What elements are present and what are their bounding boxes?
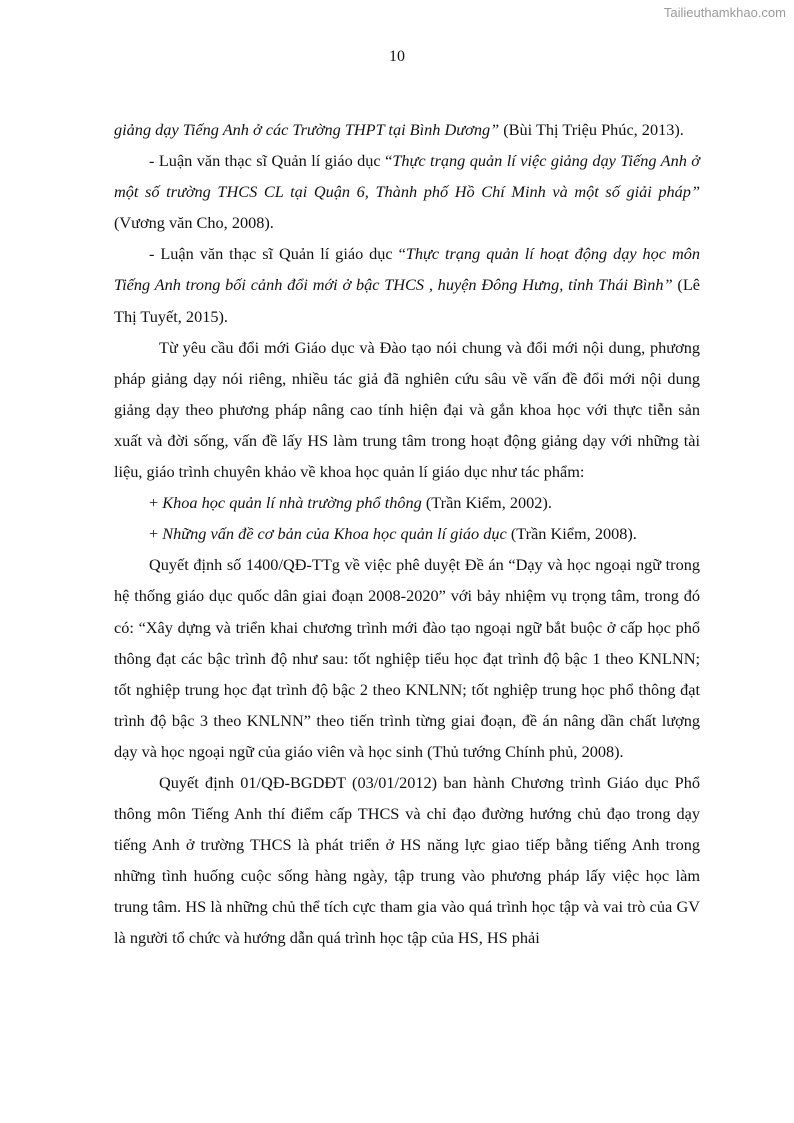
reference-prefix: - Luận văn thạc sĩ Quản lí giáo dục “ [149,244,406,264]
bullet-item [114,518,700,549]
intro-paragraph: Từ yêu cầu đổi mới Giáo dục và Đào tạo nói chung và đổi mới nội dung, phương pháp giảng dạy nói riêng, nhiều tác giả đã nghiên cứu sâu về vấn đề đổi mới nội dung giảng dạy theo phương pháp nâng cao tính hiện đại và gắn khoa học với thực tiễn sản xuất và đời sống, vấn đề lấy HS làm trung tâm trong hoạt động giảng dạy với những tài liệu, giáo trình chuyên khảo về khoa học quản lí giáo dục như tác phẩm: [114,337,700,482]
reference-citation: (Lê Thị Tuyết, 2015). [114,275,700,326]
bullet-title: Khoa học quản lí nhà trường phổ thông [162,493,422,513]
page-number: 10 [389,48,405,65]
reference-prefix: - Luận văn thạc sĩ Quản lí giáo dục “ [149,151,393,171]
bullet-citation: (Trần Kiểm, 2008). [506,524,637,544]
reference-citation: (Bùi Thị Triệu Phúc, 2013). [499,120,684,139]
reference-citation: (Vương văn Cho, 2008). [114,213,274,233]
reference-title: giảng dạy Tiếng Anh ở các Trường THPT tại Bình Dương” [114,120,500,139]
bullet-citation: (Trần Kiểm, 2002). [421,493,552,513]
watermark: Tailieuthamkhao.com [663,5,786,20]
reference-title: Thực trạng quản lí việc giảng dạy Tiếng Anh ở một số trường THCS CL tại Quận 6, Thành phố Hồ Chí Minh và một số giải pháp” [114,151,700,202]
decision-1400-paragraph: Quyết định số 1400/QĐ-TTg về việc phê duyệt Đề án “Dạy và học ngoại ngữ trong hệ thống giáo dục quốc dân giai đoạn 2008-2020” với bảy nhiệm vụ trọng tâm, trong đó có: “Xây dựng và triển khai chương trình mới đào tạo ngoại ngữ bắt buộc ở cấp học phổ thông đạt các bậc trình độ như sau: tốt nghiệp tiểu học đạt trình độ bậc 1 theo KNLNN; tốt nghiệp trung học đạt trình độ bậc 2 theo KNLNN; tốt nghiệp trung học phổ thông đạt trình độ bậc 3 theo KNLNN” theo tiến trình từng giai đoạn, đề án nâng dần chất lượng dạy và học ngoại ngữ của giáo viên và học sinh (Thủ tướng Chính phủ, 2008). [114,555,700,761]
decision-01-paragraph: Quyết định 01/QĐ-BGDĐT (03/01/2012) ban hành Chương trình Giáo dục Phổ thông môn Tiếng Anh thí điểm cấp THCS và chỉ đạo đường hướng chủ đạo trong dạy tiếng Anh ở trường THCS là phát triển ở HS năng lực giao tiếp bằng tiếng Anh trong những tình huống cuộc sống hàng ngày, tập trung vào phương pháp lấy việc học làm trung tâm. HS là những chủ thể tích cực tham gia vào quá trình học tập và vai trò của GV là người tổ chức và hướng dẫn quá trình học tập của HS, HS phải [114,772,700,948]
reference-continuation [114,114,700,145]
reference-cho [114,145,700,238]
bullet-item [114,487,700,518]
bullet-marker: + [149,524,163,544]
bullet-title: Những vấn đề cơ bản của Khoa học quản lí giáo dục [162,524,507,544]
document-body [114,114,700,954]
reference-title: Thực trạng quản lí hoạt động dạy học môn Tiếng Anh trong bối cảnh đổi mới ở bậc THCS , huyện Đông Hưng, tỉnh Thái Bình” [114,244,700,295]
bullet-marker: + [149,493,163,513]
reference-tuyet [114,238,700,331]
